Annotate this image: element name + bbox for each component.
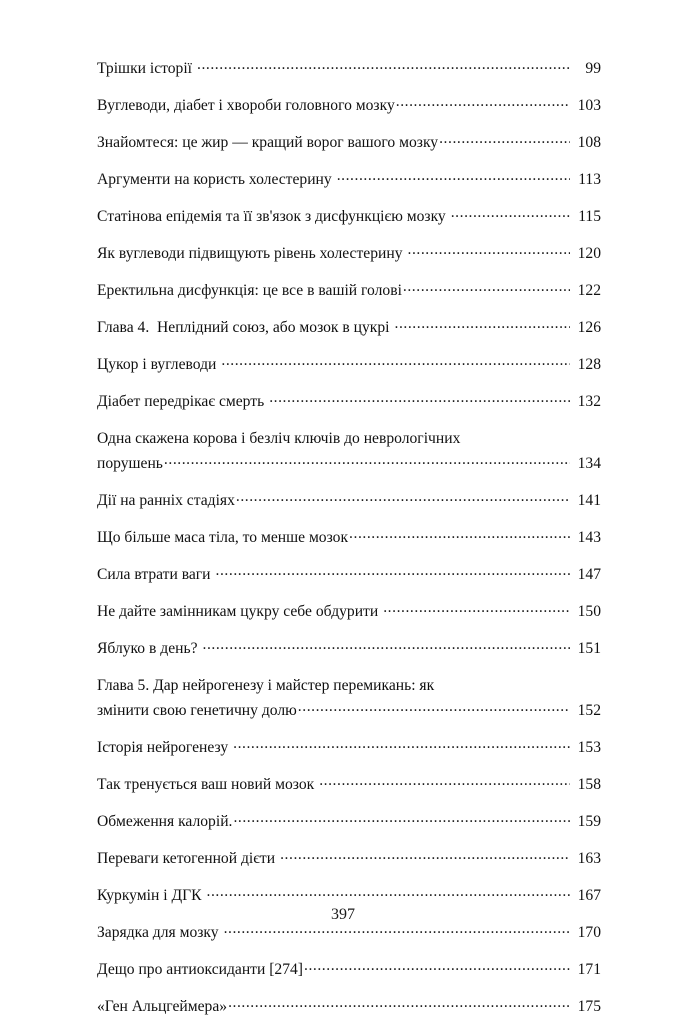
dot-leader [319, 773, 570, 789]
toc-entry[interactable] [97, 241, 601, 266]
toc-entry[interactable] [97, 846, 601, 871]
dot-leader [207, 884, 571, 900]
toc-entry-last-line [97, 636, 601, 661]
toc-page-number: 147 [577, 566, 601, 583]
toc-page-number: 108 [577, 134, 601, 151]
toc-entry-last-line [97, 735, 601, 760]
toc-entry-title: Не дайте замінникам цукру себе обдурити [97, 603, 379, 620]
dot-leader [197, 57, 570, 73]
toc-page-number: 122 [577, 282, 601, 299]
toc-entry-title: Що більше маса тіла, то менше мозок [97, 529, 349, 546]
toc-entry-title: Дещо про антиоксиданти [274] [97, 961, 304, 978]
toc-entry-body [97, 93, 601, 118]
toc-entry[interactable] [97, 809, 601, 834]
toc-entry-title-line: Глава 5. Дар нейрогенезу і майстер перемикань: як [97, 677, 435, 694]
toc-page-number: 163 [577, 850, 601, 867]
toc-entry-body [97, 846, 601, 871]
toc-entry-title: Еректильна дисфункція: це все в вашій голові [97, 282, 402, 299]
toc-entry-last-line [97, 525, 601, 550]
toc-entry-body [97, 599, 601, 624]
toc-entry-body [97, 56, 601, 81]
toc-page-number: 170 [577, 924, 601, 941]
toc-page-number: 128 [577, 356, 601, 373]
toc-page-number: 167 [577, 887, 601, 904]
toc-entry[interactable] [97, 204, 601, 229]
toc-page-number: 151 [577, 640, 601, 657]
toc-entry-body [97, 883, 601, 908]
toc-entry-last-line [97, 488, 601, 513]
toc-entry-title: Статінова епідемія та її зв'язок з дисфункцією мозку [97, 208, 446, 225]
toc-entry-last-line [97, 315, 601, 340]
toc-entry-title: Так тренується ваш новий мозок [97, 776, 315, 793]
toc-entry-body [97, 735, 601, 760]
toc-entry-last-line [97, 56, 601, 81]
toc-page-number: 141 [577, 492, 601, 509]
toc-page-number: 99 [585, 60, 601, 77]
toc-page-number: 159 [577, 813, 601, 830]
toc-entry-last-line [97, 772, 601, 797]
toc-entry-body [97, 352, 601, 377]
toc-entry-title: Куркумін і ДГК [97, 887, 202, 904]
toc-entry-last-line [97, 846, 601, 871]
toc-entry-title: Історія нейрогенезу [97, 739, 229, 756]
toc-entry-body [97, 562, 601, 587]
toc-entry-title: Вуглеводи, діабет і хвороби головного мозку [97, 97, 395, 114]
dot-leader [221, 353, 570, 369]
page-number-folio: 397 [331, 906, 355, 923]
toc-entry-title: Обмеження калорій. [97, 813, 233, 830]
toc-page-number: 120 [577, 245, 601, 262]
dot-leader [337, 168, 570, 184]
toc-entry-last-line [97, 809, 601, 834]
toc-entry-body [97, 389, 601, 414]
toc-page-number: 115 [578, 208, 601, 225]
toc-entry-last-line [97, 698, 601, 723]
toc-entry-body [97, 994, 601, 1019]
toc-entry-body [97, 426, 601, 476]
toc-entry-title: Дії на ранніх стадіях [97, 492, 235, 509]
toc-entry[interactable] [97, 315, 601, 340]
toc-entry-last-line [97, 599, 601, 624]
toc-page-number: 143 [577, 529, 601, 546]
dot-leader [304, 958, 570, 974]
toc-entry-title: Аргументи на користь холестерину [97, 171, 332, 188]
toc-entry[interactable] [97, 130, 601, 155]
toc-entry[interactable] [97, 93, 601, 118]
dot-leader [269, 390, 570, 406]
dot-leader [233, 736, 570, 752]
toc-entry[interactable] [97, 772, 601, 797]
dot-leader [228, 995, 570, 1011]
toc-entry-last-line [97, 352, 601, 377]
dot-leader [383, 600, 570, 616]
toc-entry-title: Трішки історії [97, 60, 193, 77]
toc-entry-body [97, 636, 601, 661]
dot-leader [298, 699, 570, 715]
toc-entry[interactable] [97, 994, 601, 1019]
toc-page-number: 126 [577, 319, 601, 336]
toc-entry-title: «Ген Альцгеймера» [97, 998, 228, 1015]
toc-entry-last-line [97, 167, 601, 192]
toc-entry-title: Як вуглеводи підвищують рівень холестерину [97, 245, 403, 262]
toc-entry[interactable] [97, 167, 601, 192]
toc-entry-title: Глава 4. Неплідний союз, або мозок в цукрі [97, 319, 390, 336]
toc-entry-last-line [97, 994, 601, 1019]
toc-page-number: 153 [577, 739, 601, 756]
toc-entry[interactable] [97, 426, 601, 476]
toc-entry[interactable] [97, 883, 601, 908]
toc-entry[interactable] [97, 599, 601, 624]
toc-entry[interactable] [97, 636, 601, 661]
dot-leader [164, 452, 570, 468]
toc-entry-title: Переваги кетогенной дієти [97, 850, 276, 867]
toc-entry[interactable] [97, 562, 601, 587]
toc-page-number: 175 [577, 998, 601, 1015]
table-of-contents [97, 56, 601, 1019]
toc-page-number: 134 [577, 455, 601, 472]
toc-page-number: 132 [577, 393, 601, 410]
toc-entry-last-line [97, 562, 601, 587]
toc-entry[interactable] [97, 488, 601, 513]
toc-entry-body [97, 673, 601, 723]
toc-entry-title: змінити свою генетичну долю [97, 702, 297, 719]
dot-leader [403, 279, 570, 295]
toc-entry-body [97, 241, 601, 266]
dot-leader [396, 94, 570, 110]
toc-entry-body [97, 130, 601, 155]
toc-page-number: 158 [577, 776, 601, 793]
toc-page-number: 103 [577, 97, 601, 114]
toc-entry-last-line [97, 451, 601, 476]
toc-entry-last-line [97, 130, 601, 155]
toc-entry-body [97, 315, 601, 340]
dot-leader [349, 526, 570, 542]
dot-leader [216, 563, 570, 579]
toc-entry-title: Цукор і вуглеводи [97, 356, 217, 373]
toc-page-number: 113 [578, 171, 601, 188]
dot-leader [451, 205, 570, 221]
toc-entry-title: Зарядка для мозку [97, 924, 219, 941]
toc-entry-title: Яблуко в день? [97, 640, 198, 657]
toc-entry[interactable] [97, 673, 601, 723]
dot-leader [439, 131, 570, 147]
dot-leader [280, 847, 570, 863]
toc-page-number: 150 [577, 603, 601, 620]
toc-entry[interactable] [97, 352, 601, 377]
dot-leader [395, 316, 570, 332]
dot-leader [203, 637, 571, 653]
toc-page-number: 171 [577, 961, 601, 978]
toc-entry-body [97, 809, 601, 834]
toc-entry[interactable] [97, 389, 601, 414]
toc-entry[interactable] [97, 525, 601, 550]
toc-entry-last-line [97, 883, 601, 908]
toc-entry-last-line [97, 241, 601, 266]
toc-entry-title-line: Одна скажена корова і безліч ключів до неврологічних [97, 430, 461, 447]
toc-entry-last-line [97, 278, 601, 303]
toc-entry-last-line [97, 204, 601, 229]
toc-entry[interactable] [97, 278, 601, 303]
toc-entry-body [97, 167, 601, 192]
toc-entry-body [97, 772, 601, 797]
toc-entry-title: Сила втрати ваги [97, 566, 211, 583]
toc-page-number: 152 [577, 702, 601, 719]
toc-entry-title: порушень [97, 455, 163, 472]
toc-entry-title: Знайомтеся: це жир — кращий ворог вашого мозку [97, 134, 439, 151]
toc-entry-title: Діабет передрікає смерть [97, 393, 265, 410]
toc-entry-body [97, 525, 601, 550]
toc-entry-body [97, 278, 601, 303]
toc-entry-last-line [97, 93, 601, 118]
toc-entry-last-line [97, 389, 601, 414]
dot-leader [233, 810, 570, 826]
toc-entry[interactable] [97, 735, 601, 760]
dot-leader [236, 489, 570, 505]
toc-entry-body [97, 488, 601, 513]
dot-leader [408, 242, 571, 258]
toc-entry-body [97, 204, 601, 229]
toc-entry[interactable] [97, 56, 601, 81]
